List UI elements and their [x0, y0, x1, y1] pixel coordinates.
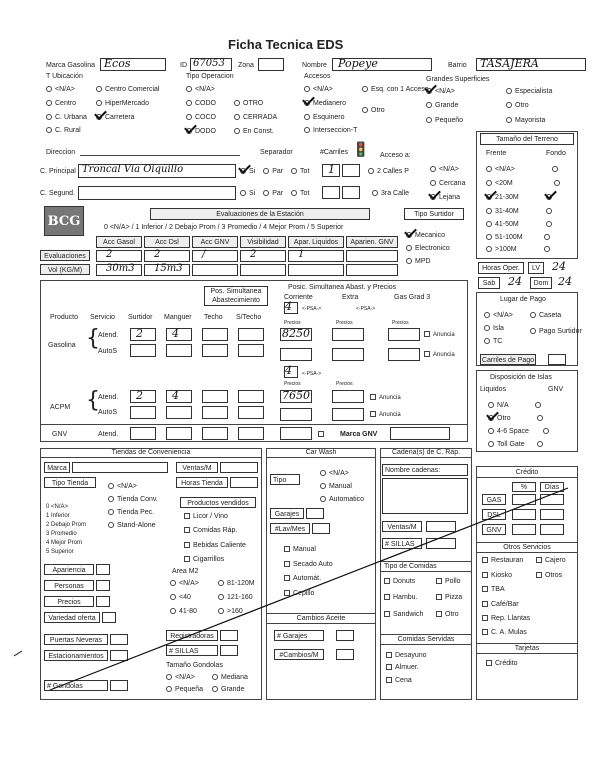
eval-col-visibilidad: Visibilidad	[240, 236, 286, 248]
gas-atend: Atend.	[98, 332, 119, 339]
terreno-opt[interactable]: 51-100M	[486, 234, 553, 241]
zona-label: Zona	[238, 62, 254, 69]
credito-dsl: DSL	[482, 509, 506, 520]
lv-value: 24	[552, 260, 566, 273]
pago-title: Lugar de Pago	[500, 296, 546, 303]
gondolas-label: # Gondolas	[44, 680, 108, 691]
comida-sandwich[interactable]: Sandwich	[384, 611, 423, 618]
col-techo: Techo	[204, 314, 223, 321]
registradoras-label: Registradoras	[166, 630, 218, 641]
gas-mang-value: 4	[172, 327, 179, 340]
credito-title: Crédito	[476, 468, 578, 478]
eval-col-acc-dsl: Acc Dsl	[144, 236, 190, 248]
sab-label: Sab	[478, 277, 500, 289]
op-const[interactable]: En Const.	[234, 128, 274, 135]
tienda-scale-1: 1 Inferior	[46, 513, 70, 519]
serv-llantas[interactable]: Rep. Llantas	[482, 615, 530, 622]
gs-grande[interactable]: Grande	[426, 102, 458, 109]
gas-pisa-value: 4	[285, 300, 292, 313]
eval-col-acc-gasol: Acc Gasol	[96, 236, 142, 248]
credito-pct: %	[512, 482, 536, 492]
personas-label: Personas	[44, 580, 94, 591]
prod-licor[interactable]: Licor / Vino	[184, 513, 228, 520]
tienda-scale-5: 5 Superior	[46, 549, 74, 555]
barrio-value: TASAJERA	[480, 57, 539, 70]
garajes-label: Garajes	[270, 508, 304, 519]
gs-especialista[interactable]: Especialista	[506, 88, 552, 95]
acceso-label: Acceso a:	[380, 152, 411, 159]
islas-toll[interactable]: Toll Gate	[488, 441, 546, 448]
sab-value: 24	[508, 275, 522, 288]
gas-anuncia[interactable]: Anuncia	[424, 331, 455, 338]
pago-surtidor[interactable]: Pago Surtidor	[530, 328, 582, 335]
acc-otro[interactable]: Otro	[362, 107, 385, 114]
ubic-rural[interactable]: C. Rural	[46, 127, 81, 134]
nombre-label: Nombre	[302, 62, 327, 69]
serv-cajero[interactable]: Cajero	[536, 557, 566, 564]
eval-score-cell-value: 2	[154, 249, 161, 260]
otros-servicios-title: Otros Servicios	[476, 542, 578, 553]
islas-title: Disposición de Islas	[490, 374, 552, 381]
carwash-manual[interactable]: Manual	[320, 483, 352, 490]
credito-dias: Días	[540, 482, 564, 492]
islas-na[interactable]: N/A	[488, 402, 544, 409]
serv-mulas[interactable]: C. A. Mulas	[482, 629, 527, 636]
tam-mediana[interactable]: Mediana	[212, 674, 248, 681]
ubic-na[interactable]: <N/A>	[46, 86, 75, 93]
tipo-surtidor-title: Tipo Surtidor	[404, 208, 464, 220]
tienda-opt-pec[interactable]: Tienda Pec.	[108, 509, 154, 516]
tam-pequena[interactable]: Pequeña	[166, 686, 203, 693]
serv-cafe[interactable]: Café/Bar	[482, 601, 519, 608]
variedad-label: Variedad oferta	[44, 612, 100, 623]
serv-restauran[interactable]: Restauran	[482, 557, 523, 564]
area-label: Area M2	[172, 568, 199, 575]
horas-oper-label: Horas Oper.	[478, 262, 524, 274]
comida-hambu[interactable]: Hambu.	[384, 594, 418, 601]
estacionamientos-label: Estacionamientos	[44, 650, 108, 661]
gnv-label: GNV	[52, 431, 68, 438]
acc-interseccion[interactable]: Interseccion-T	[304, 127, 357, 134]
prod-bebidas[interactable]: Bebidas Caliente	[184, 542, 246, 549]
tienda-scale-4: 4 Mejor Prom	[46, 540, 83, 546]
comida-donuts[interactable]: Donuts	[384, 578, 415, 585]
eval-score-cell-value: 1	[298, 249, 305, 260]
tienda-tipo-label: Tipo Tienda	[44, 477, 96, 488]
acpm-brace: {	[86, 388, 100, 413]
acceso-opt-lejana[interactable]: Lejana	[430, 194, 460, 201]
evaluaciones-row-label: Evaluaciones	[40, 250, 90, 261]
vol-cell-value: 30m3	[106, 263, 135, 274]
ubic-carretera[interactable]: Carretera	[96, 114, 135, 121]
terreno-opt[interactable]: 31-40M	[486, 208, 555, 215]
precios-label: Precios	[44, 596, 94, 607]
carwash-tipo-label: Tipo	[270, 474, 300, 485]
apariencia-label: Apariencia	[44, 564, 94, 575]
terreno-title: Tamaño del Terreno	[480, 133, 574, 145]
lv-label: LV	[528, 262, 544, 274]
grandes-label: Grandes Superficies	[426, 76, 490, 83]
acc-esquinero[interactable]: Esquinero	[304, 114, 345, 121]
frente-label: Frente	[486, 150, 507, 157]
serv-almuer[interactable]: Almuer.	[386, 664, 419, 671]
tienda-horas-label: Horas Tienda	[176, 477, 228, 488]
op-dodo[interactable]: DODO	[186, 128, 216, 135]
gas-precio-value: 8250	[282, 327, 310, 340]
vol-row-label: Vol (KG/M)	[40, 264, 90, 275]
gs-otro[interactable]: Otro	[506, 102, 529, 109]
tienda-ventas-label: Ventas/M	[176, 462, 218, 473]
acpm-autos: AutoS	[98, 409, 118, 416]
terreno-opt[interactable]: 21-30M	[486, 194, 555, 201]
ubic-urbana[interactable]: C. Urbana	[46, 114, 87, 121]
terreno-opt[interactable]: >100M	[486, 246, 553, 253]
dom-value: 24	[558, 275, 572, 288]
eval-col-acc-gnv: Acc GNV	[192, 236, 238, 248]
comida-pollo[interactable]: Pollo	[436, 578, 461, 585]
serv-cena[interactable]: Cena	[386, 677, 412, 684]
tienda-scale-2: 2 Debajo Prom	[46, 522, 87, 528]
tienda-opt-stand[interactable]: Stand-Alone	[108, 522, 156, 529]
tienda-title: Tiendas de Conveniencia	[40, 448, 262, 458]
acc-medianero[interactable]: Medianero	[304, 100, 346, 107]
serv-kiosko[interactable]: Kiosko	[482, 572, 512, 579]
carriles-value: 1	[328, 163, 335, 176]
barrio-label: Barrio	[448, 62, 467, 69]
acpm-precio-label-2: Precios	[336, 381, 353, 387]
gas-precio-label-2: Precios	[336, 320, 353, 326]
col-stecho: S/Techo	[236, 314, 262, 321]
cw-chk-automat[interactable]: Automát.	[284, 575, 321, 582]
serv-otros[interactable]: Otros	[536, 572, 562, 579]
tienda-opt-conv[interactable]: Tienda Conv.	[108, 496, 158, 503]
eval-scale: 0 <N/A> / 1 Inferior / 2 Debajo Prom / 3 Promedio / 4 Mejor Prom / 5 Superior	[104, 224, 344, 231]
tienda-scale-3: 3 Promedio	[46, 531, 77, 537]
marca-label: Marca Gasolina	[46, 62, 96, 69]
corriente-label: Corriente	[284, 294, 313, 301]
eval-score-cell-value: 2	[250, 249, 257, 260]
carwash-title: Car Wash	[266, 448, 376, 458]
credito-gnv: GNV	[482, 524, 506, 535]
gas-precio-label-3: Precios	[392, 320, 409, 326]
acpm-surt-value: 2	[136, 389, 143, 402]
productos-vendidos-label: Productos vendidos	[180, 497, 256, 508]
gasolina-label: Gasolina	[48, 342, 76, 349]
vol-cell-value: 15m3	[154, 263, 183, 274]
col-servicio: Servicio	[90, 314, 115, 321]
nombre-cadenas-label: Nombre cadenas:	[382, 464, 468, 476]
acpm-precio-label: Precios	[284, 381, 301, 387]
fondo-label: Fondo	[546, 150, 566, 157]
surt-electronico[interactable]: Electronico	[406, 245, 450, 252]
carwash-auto[interactable]: Automatico	[320, 496, 364, 503]
cw-chk-secado[interactable]: Secado Auto	[284, 561, 333, 568]
acceso-opt-calles3[interactable]: 3ra Calle	[372, 190, 409, 197]
gas-grad-label: Gas Grad 3	[394, 294, 431, 301]
tienda-sillas-label: # SILLAS	[166, 645, 218, 656]
area-121-160[interactable]: 121-160	[218, 594, 253, 601]
serv-tba[interactable]: TBA	[482, 586, 505, 593]
eval-col-apar-liquidos: Apar. Liquidos	[288, 236, 344, 248]
surt-mecanico[interactable]: Mecanico	[406, 232, 445, 239]
cw-chk-cepillo[interactable]: Cepillo	[284, 590, 314, 597]
area-81-120[interactable]: 81-120M	[218, 580, 255, 587]
direccion-label: Direccion	[46, 149, 76, 156]
comida-otro[interactable]: Otro	[436, 611, 459, 618]
area-na[interactable]: <N/A>	[170, 580, 199, 587]
serv-desayuno[interactable]: Desayuno	[386, 652, 427, 659]
pos-simultanea-label: Pos. Simultanea Abastecimiento	[204, 286, 268, 306]
carriles-pago-label: Carriles de Pago	[480, 354, 536, 365]
acc-esq1[interactable]: Esq. con 1 Acceso	[362, 86, 429, 93]
gs-mayorista[interactable]: Mayorista	[506, 117, 545, 124]
pago-caseta[interactable]: Caseta	[530, 312, 561, 319]
terreno-opt[interactable]: <N/A>	[486, 166, 561, 173]
surt-mpd[interactable]: MPD	[406, 258, 431, 265]
op-na[interactable]: <N/A>	[186, 86, 215, 93]
acc-na[interactable]: <N/A>	[304, 86, 333, 93]
eval-score-cell-value: /	[202, 249, 206, 260]
tam-na[interactable]: <N/A>	[166, 674, 195, 681]
acpm-pisa-label: <-PSA->	[302, 371, 322, 377]
principal-label: C. Principal	[40, 168, 76, 175]
eval-score-cell-value: 2	[106, 249, 113, 260]
bcg-logo: BCG	[44, 206, 84, 236]
op-cerrada[interactable]: CERRADA	[234, 114, 277, 121]
cambios-mes-label: #Cambios/M	[274, 649, 324, 660]
accesos-label: Accesos	[304, 73, 331, 80]
op-otro[interactable]: OTRO	[234, 100, 263, 107]
carriles-label: #Carriles	[320, 149, 349, 156]
id-label: ID	[180, 62, 187, 69]
nombre-value: Popeye	[338, 57, 378, 70]
acpm-anuncia-2[interactable]: Anuncia	[370, 411, 401, 418]
cambios-garajes-label: # Garajes	[274, 630, 324, 641]
gas-brace: {	[86, 326, 100, 351]
area-40[interactable]: <40	[170, 594, 191, 601]
gas-pisa-label: <-PSA->	[302, 306, 322, 312]
credito-gas: GAS	[482, 494, 506, 505]
principal-value: Troncal Via Oiquillo	[82, 164, 184, 175]
separador-label: Separador	[260, 149, 293, 156]
col-manguer: Manguer	[164, 314, 192, 321]
acceso-opt-na[interactable]: <N/A>	[430, 166, 459, 173]
acpm-label: ACPM	[50, 404, 71, 411]
marca-value: Ecos	[104, 57, 131, 70]
islas-gnv: GNV	[548, 386, 564, 393]
ubic-centro[interactable]: Centro	[46, 100, 76, 107]
lav-mes-label: #Lav/Mes	[270, 523, 310, 534]
tam-grande[interactable]: Grande	[212, 686, 244, 693]
acpm-mang-value: 4	[172, 389, 179, 402]
principal-opts[interactable]: Si Par Tot	[240, 168, 309, 175]
segund-label: C. Segund.	[40, 190, 76, 197]
prod-comidas[interactable]: Comidas Ráp.	[184, 527, 237, 534]
gas-precio-label: Precios	[284, 320, 301, 326]
puertas-label: Puertas Neveras	[44, 634, 108, 645]
carwash-na[interactable]: <N/A>	[320, 470, 349, 477]
eval-col-aparien-gnv: Aparien. GNV	[346, 236, 398, 248]
ubic-hiper[interactable]: HiperMercado	[96, 100, 149, 107]
extra-label: Extra	[342, 294, 359, 301]
cadenas-sillas-label: # SILLAS	[382, 538, 422, 549]
prod-cigarrillos[interactable]: Cigarrillos	[184, 556, 224, 563]
tienda-marca-label: Marca	[44, 462, 70, 473]
cadenas-title: Cadena(s) de C. Ráp.	[380, 448, 472, 458]
acceso-opt-cercana[interactable]: Cercana	[430, 180, 465, 187]
terreno-opt[interactable]: 41-50M	[486, 221, 555, 228]
gnv-atend: Atend.	[98, 431, 119, 438]
area-160[interactable]: >160	[218, 608, 243, 615]
id-value: 67053	[193, 58, 225, 69]
gs-na[interactable]: <N/A>	[426, 88, 455, 95]
tipo-comidas-title: Tipo de Comidas	[380, 561, 472, 572]
terreno-opt[interactable]: <20M	[486, 180, 563, 187]
acceso-opt-calles2[interactable]: 2 Calles P	[368, 168, 409, 175]
gas-surt-value: 2	[136, 327, 143, 340]
tienda-opt-na[interactable]: <N/A>	[108, 483, 137, 490]
cadenas-ventas-label: Ventas/M	[382, 521, 422, 532]
islas-liquidos: Liquidos	[480, 386, 507, 393]
segund-opts[interactable]: Si Par Tot	[240, 190, 309, 197]
gas-autos: AutoS	[98, 348, 118, 355]
col-producto: Producto	[50, 314, 79, 321]
traffic-light-icon: 🚦	[352, 141, 370, 157]
acpm-pisa-value: 4	[285, 364, 292, 377]
cambios-aceite-title: Cambios Aceite	[266, 613, 376, 624]
acpm-anuncia[interactable]: Anuncia	[370, 394, 401, 401]
tienda-scale-0: 0 <N/A>	[46, 504, 69, 510]
tarjetas-title: Tarjetas	[476, 643, 578, 654]
pago-tc[interactable]: TC	[484, 338, 502, 345]
tam-gondolas-label: Tamaño Gondolas	[166, 662, 223, 669]
islas-46[interactable]: 4-6 Space	[488, 428, 552, 435]
area-41-80[interactable]: 41-80	[170, 608, 197, 615]
comidas-servidas-title: Comidas Servidas	[380, 634, 472, 645]
tarjeta-credito[interactable]: Crédito	[486, 660, 518, 667]
comida-pizza[interactable]: Pizza	[436, 594, 462, 601]
acpm-atend: Atend.	[98, 394, 119, 401]
gas-pisa-label-2: <-PSA->	[356, 306, 376, 312]
op-coco[interactable]: COCO	[186, 114, 216, 121]
posic-label: Posic. Simultanea Abast. y Precios	[288, 284, 397, 291]
pago-isla[interactable]: Isla	[484, 325, 504, 332]
gas-anuncia-2[interactable]: Anuncia	[424, 351, 455, 358]
marca-gnv-label: Marca GNV	[340, 431, 378, 438]
islas-otro[interactable]: Otro	[488, 415, 546, 422]
page-title: Ficha Tecnica EDS	[228, 37, 344, 52]
tipo-operacion-label: Tipo Operacion	[186, 73, 234, 80]
ubic-comercial[interactable]: Centro Comercial	[96, 86, 159, 93]
gs-pequeno[interactable]: Pequeño	[426, 117, 463, 124]
cw-chk-manual[interactable]: Manual	[284, 546, 316, 553]
dom-label: Dom	[530, 277, 552, 289]
evaluaciones-title: Evaluaciones de la Estación	[150, 208, 370, 220]
op-codo[interactable]: CODO	[186, 100, 216, 107]
ubicacion-label: T Ubicación	[46, 73, 83, 80]
col-surtidor: Surtidor	[128, 314, 153, 321]
pago-na[interactable]: <N/A>	[484, 312, 513, 319]
acpm-precio-value: 7650	[282, 389, 310, 402]
